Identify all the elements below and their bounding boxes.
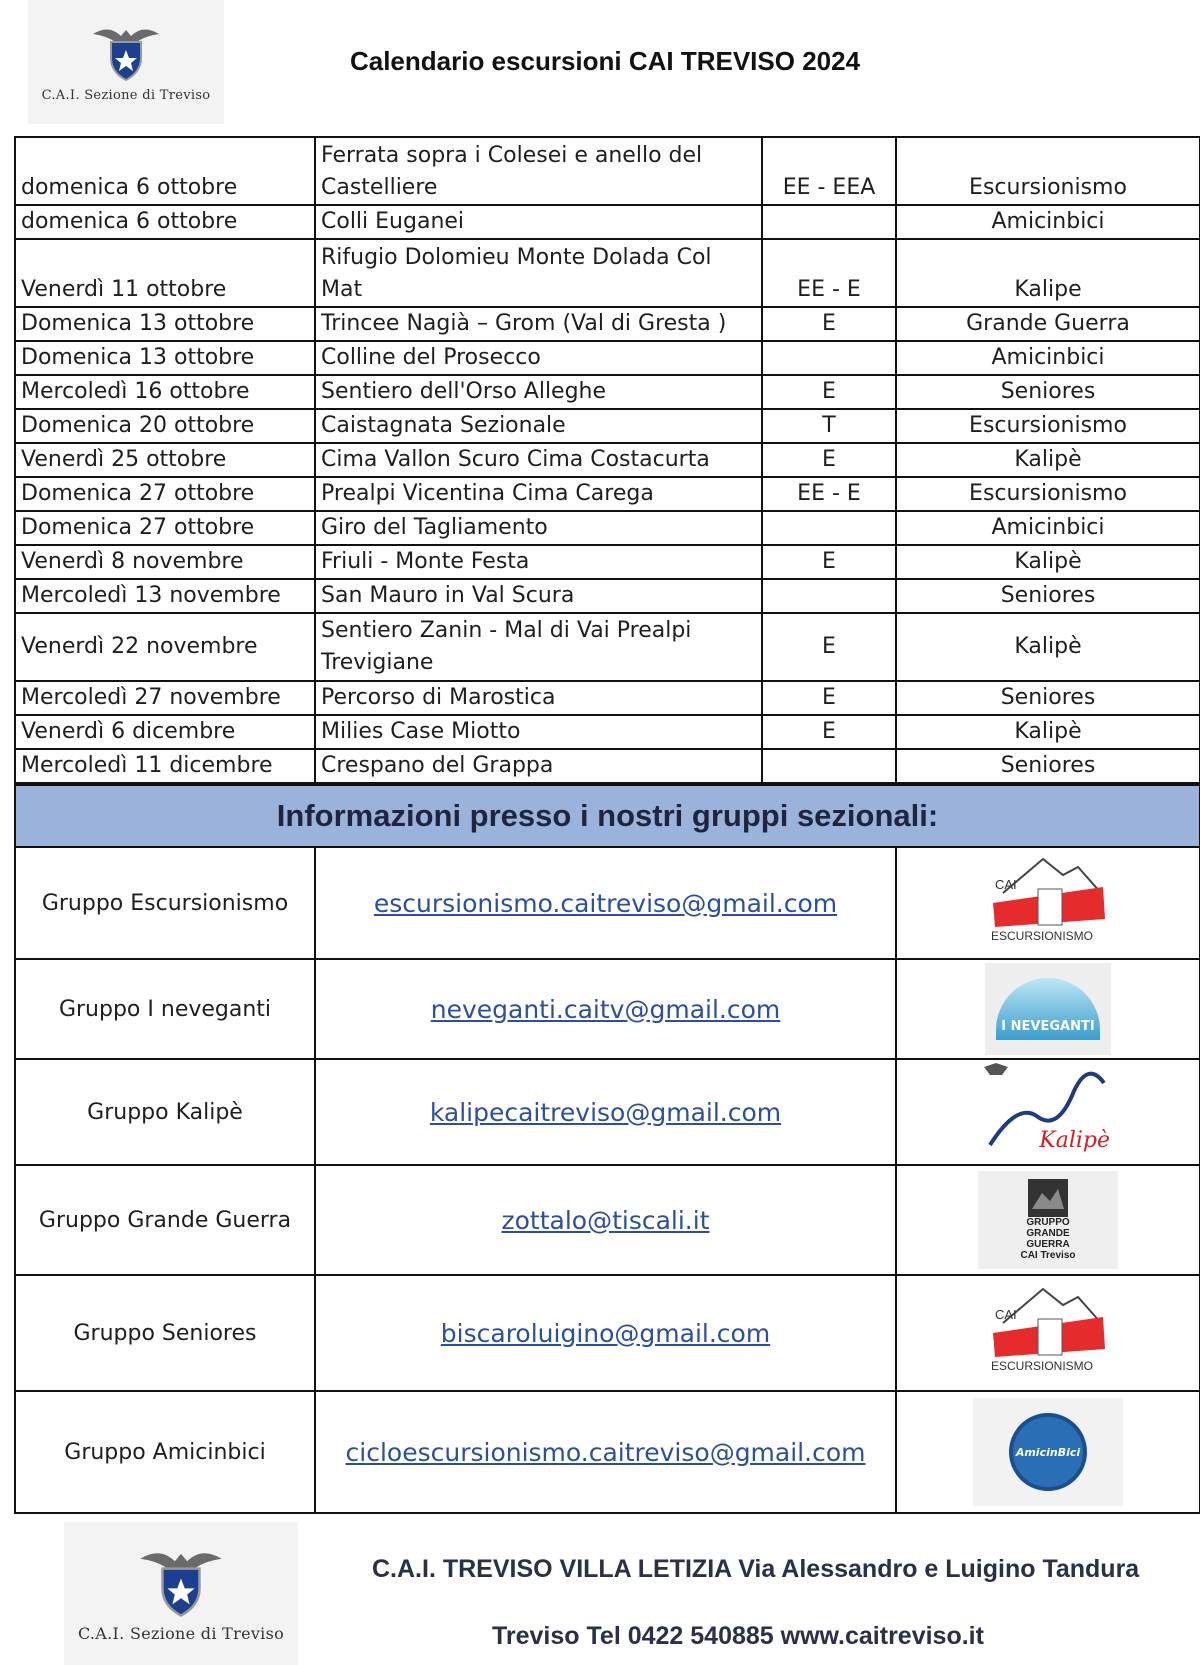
schedule-row: [15, 375, 1200, 409]
schedule-date: Domenica 27 ottobre: [15, 477, 315, 511]
schedule-difficulty: E: [762, 307, 896, 341]
schedule-row: [15, 409, 1200, 443]
cai-logo: [28, 0, 224, 124]
escursionismo-logo-icon: [983, 853, 1113, 947]
schedule-row: [15, 205, 1200, 239]
schedule-difficulty: [762, 579, 896, 613]
schedule-row: [15, 341, 1200, 375]
schedule-destination: Friuli - Monte Festa: [315, 545, 762, 579]
schedule-destination: Crespano del Grappa: [315, 749, 762, 783]
group-row: [15, 1391, 1200, 1513]
group-row: [15, 1165, 1200, 1275]
footer-address: C.A.I. TREVISO VILLA LETIZIA Via Alessandro e Luigino Tandura: [372, 1555, 1140, 1583]
schedule-row: [15, 137, 1200, 205]
schedule-destination: Percorso di Marostica: [315, 681, 762, 715]
schedule-date: Mercoledì 11 dicembre: [15, 749, 315, 783]
schedule-difficulty: EE - E: [762, 239, 896, 307]
group-row: [15, 1059, 1200, 1165]
logo-sub-text: ESCURSIONISMO: [991, 929, 1094, 943]
schedule-destination: Caistagnata Sezionale: [315, 409, 762, 443]
amicinbici-logo-icon: [973, 1398, 1123, 1506]
schedule-row: [15, 477, 1200, 511]
schedule-difficulty: [762, 205, 896, 239]
logo-text: I NEVEGANTI: [996, 978, 1100, 1040]
logo-sub-text: ESCURSIONISMO: [991, 1359, 1094, 1373]
schedule-row: [15, 239, 1200, 307]
group-name: Gruppo Amicinbici: [15, 1391, 315, 1513]
schedule-date: Venerdì 11 ottobre: [15, 239, 315, 307]
schedule-destination: Giro del Tagliamento: [315, 511, 762, 545]
logo-text: GRUPPO GRANDE GUERRA CAI Treviso: [1020, 1217, 1076, 1261]
schedule-destination: Colli Euganei: [315, 205, 762, 239]
schedule-group: Kalipè: [896, 613, 1200, 681]
group-name: Gruppo Seniores: [15, 1275, 315, 1391]
schedule-date: Venerdì 22 novembre: [15, 613, 315, 681]
schedule-date: Mercoledì 13 novembre: [15, 579, 315, 613]
schedule-difficulty: [762, 749, 896, 783]
schedule-group: Kalipè: [896, 443, 1200, 477]
schedule-destination: Trincee Nagià – Grom (Val di Gresta ): [315, 307, 762, 341]
logo-text: AmicinBici: [1009, 1413, 1087, 1491]
cai-eagle-shield-icon: [136, 1544, 226, 1618]
schedule-difficulty: E: [762, 613, 896, 681]
schedule-group: Seniores: [896, 749, 1200, 783]
schedule-destination: Milies Case Miotto: [315, 715, 762, 749]
schedule-difficulty: E: [762, 545, 896, 579]
schedule-difficulty: E: [762, 715, 896, 749]
schedule-difficulty: E: [762, 681, 896, 715]
group-name: Gruppo Kalipè: [15, 1059, 315, 1165]
schedule-row: [15, 749, 1200, 783]
schedule-group: Kalipe: [896, 239, 1200, 307]
schedule-row: [15, 443, 1200, 477]
excursion-schedule-table: [14, 136, 1200, 784]
logo-caption: C.A.I. Sezione di Treviso: [41, 87, 211, 103]
logo-cai-text: CAI: [995, 877, 1017, 892]
schedule-difficulty: [762, 511, 896, 545]
info-banner: Informazioni presso i nostri gruppi sezionali:: [15, 785, 1200, 847]
cai-eagle-shield-icon: [91, 22, 161, 82]
schedule-destination: Ferrata sopra i Colesei e anello del Castelliere: [315, 137, 762, 205]
page-title: Calendario escursioni CAI TREVISO 2024: [349, 46, 861, 76]
schedule-group: Seniores: [896, 681, 1200, 715]
schedule-date: Venerdì 6 dicembre: [15, 715, 315, 749]
group-name: Gruppo Escursionismo: [15, 847, 315, 959]
logo-caption: C.A.I. Sezione di Treviso: [77, 1624, 285, 1643]
group-email-link[interactable]: escursionismo.caitreviso@gmail.com: [373, 888, 838, 918]
schedule-group: Kalipè: [896, 715, 1200, 749]
schedule-group: Amicinbici: [896, 205, 1200, 239]
schedule-date: Domenica 13 ottobre: [15, 341, 315, 375]
logo-text: Kalipè: [1039, 1128, 1110, 1153]
group-email-link[interactable]: biscaroluigino@gmail.com: [440, 1318, 771, 1348]
schedule-destination: Rifugio Dolomieu Monte Dolada Col Mat: [315, 239, 762, 307]
group-name: Gruppo I neveganti: [15, 959, 315, 1059]
schedule-difficulty: E: [762, 375, 896, 409]
schedule-destination: Colline del Prosecco: [315, 341, 762, 375]
group-email-link[interactable]: neveganti.caitv@gmail.com: [430, 994, 781, 1024]
group-row: [15, 847, 1200, 959]
schedule-destination: Cima Vallon Scuro Cima Costacurta: [315, 443, 762, 477]
footer-contact: Treviso Tel 0422 540885 www.caitreviso.it: [492, 1622, 984, 1650]
group-name: Gruppo Grande Guerra: [15, 1165, 315, 1275]
schedule-date: Domenica 27 ottobre: [15, 511, 315, 545]
group-row: [15, 1275, 1200, 1391]
schedule-row: [15, 545, 1200, 579]
schedule-group: Amicinbici: [896, 511, 1200, 545]
schedule-group: Amicinbici: [896, 341, 1200, 375]
schedule-destination: Sentiero dell'Orso Alleghe: [315, 375, 762, 409]
schedule-difficulty: EE - EEA: [762, 137, 896, 205]
schedule-date: Domenica 13 ottobre: [15, 307, 315, 341]
schedule-destination: San Mauro in Val Scura: [315, 579, 762, 613]
schedule-row: [15, 307, 1200, 341]
kalipe-logo-icon: [978, 1061, 1118, 1157]
group-contacts-table: [14, 784, 1200, 1514]
schedule-difficulty: [762, 341, 896, 375]
schedule-date: Venerdì 8 novembre: [15, 545, 315, 579]
schedule-date: domenica 6 ottobre: [15, 205, 315, 239]
schedule-row: [15, 681, 1200, 715]
schedule-date: domenica 6 ottobre: [15, 137, 315, 205]
schedule-group: Escursionismo: [896, 477, 1200, 511]
schedule-date: Domenica 20 ottobre: [15, 409, 315, 443]
schedule-difficulty: T: [762, 409, 896, 443]
schedule-row: [15, 715, 1200, 749]
schedule-group: Seniores: [896, 579, 1200, 613]
schedule-row: [15, 511, 1200, 545]
schedule-difficulty: EE - E: [762, 477, 896, 511]
schedule-group: Kalipè: [896, 545, 1200, 579]
schedule-row: [15, 579, 1200, 613]
schedule-destination: Sentiero Zanin - Mal di Vai Prealpi Trevigiane: [315, 613, 762, 681]
cai-logo-footer: [64, 1522, 298, 1665]
group-email-link[interactable]: zottalo@tiscali.it: [501, 1205, 710, 1235]
group-email-link[interactable]: cicloescursionismo.caitreviso@gmail.com: [345, 1437, 866, 1467]
schedule-date: Mercoledì 27 novembre: [15, 681, 315, 715]
schedule-destination: Prealpi Vicentina Cima Carega: [315, 477, 762, 511]
schedule-date: Venerdì 25 ottobre: [15, 443, 315, 477]
schedule-group: Escursionismo: [896, 137, 1200, 205]
schedule-group: Escursionismo: [896, 409, 1200, 443]
schedule-group: Grande Guerra: [896, 307, 1200, 341]
schedule-date: Mercoledì 16 ottobre: [15, 375, 315, 409]
trench-icon: [1028, 1179, 1068, 1217]
group-email-link[interactable]: kalipecaitreviso@gmail.com: [429, 1097, 782, 1127]
logo-cai-text: CAI: [995, 1307, 1017, 1322]
grande-guerra-logo-icon: [978, 1171, 1118, 1269]
schedule-group: Seniores: [896, 375, 1200, 409]
group-row: [15, 959, 1200, 1059]
neveganti-logo-icon: [985, 963, 1111, 1055]
schedule-row: [15, 613, 1200, 681]
escursionismo-logo-icon: [983, 1283, 1113, 1377]
schedule-difficulty: E: [762, 443, 896, 477]
